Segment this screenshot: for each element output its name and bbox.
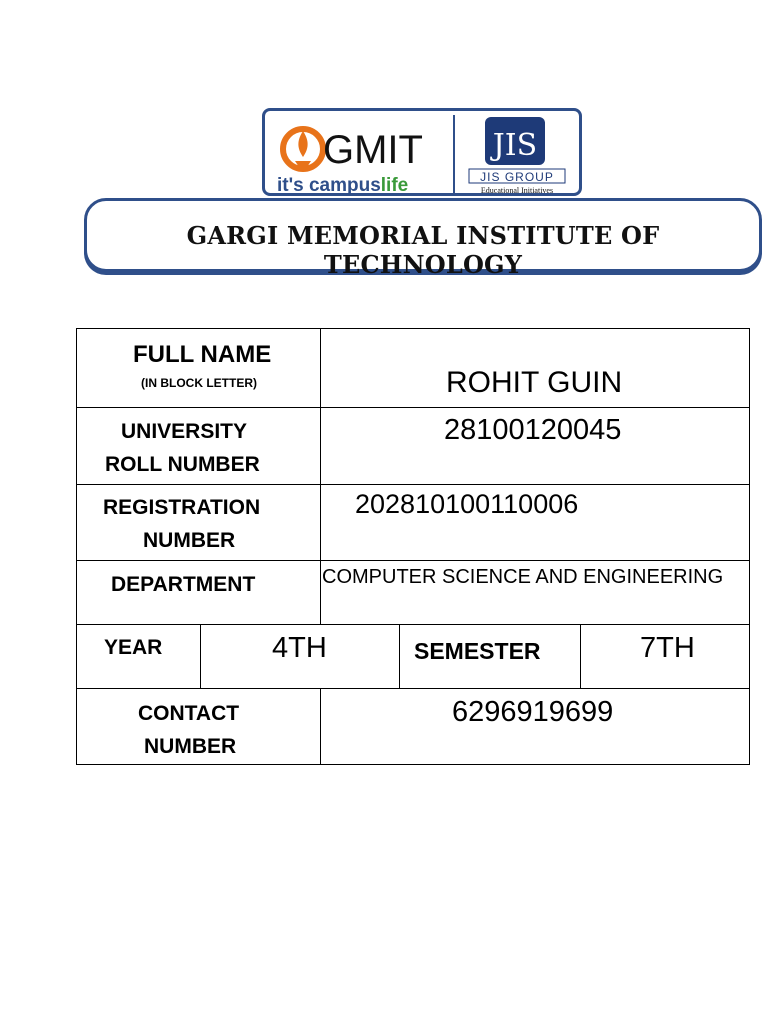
- table-border-top: [76, 328, 750, 329]
- contact-label-line2: NUMBER: [144, 735, 237, 758]
- year-value: 4TH: [272, 632, 327, 664]
- column-divider: [320, 688, 321, 765]
- row-divider: [76, 484, 750, 485]
- full-name-hint: (IN BLOCK LETTER): [141, 376, 257, 390]
- row-divider: [76, 688, 750, 689]
- column-divider: [399, 624, 400, 689]
- jis-sub-text: Educational Initiatives: [480, 186, 554, 195]
- dept-value: COMPUTER SCIENCE AND ENGINEERING: [322, 566, 724, 588]
- jis-text: JIS: [492, 128, 538, 163]
- full-name-value: ROHIT GUIN: [446, 366, 623, 399]
- semester-value: 7TH: [640, 632, 695, 664]
- contact-label-line1: CONTACT: [138, 702, 240, 725]
- year-label: YEAR: [104, 636, 163, 659]
- roll-value: 28100120045: [444, 414, 622, 446]
- row-divider: [76, 560, 750, 561]
- gmit-text: GMIT: [323, 128, 423, 172]
- column-divider: [580, 624, 581, 689]
- row-divider: [76, 624, 750, 625]
- row-divider: [76, 407, 750, 408]
- institute-name: GARGI MEMORIAL INSTITUTE OF TECHNOLOGY: [186, 221, 660, 279]
- table-border-bottom: [76, 764, 750, 765]
- reg-label-line1: REGISTRATION: [103, 496, 261, 519]
- reg-label-line2: NUMBER: [143, 529, 236, 552]
- gmit-tagline: it's campuslife: [277, 175, 409, 195]
- column-divider: [320, 328, 321, 625]
- gmit-logo: [273, 117, 453, 195]
- table-border-right: [749, 328, 750, 765]
- jis-logo: [463, 115, 575, 195]
- semester-label: SEMESTER: [414, 638, 541, 664]
- roll-label-line1: UNIVERSITY: [121, 420, 248, 443]
- contact-value: 6296919699: [452, 696, 614, 728]
- institute-banner: [84, 198, 762, 279]
- full-name-label: FULL NAME: [133, 341, 272, 368]
- roll-label-line2: ROLL NUMBER: [105, 453, 260, 476]
- institute-logo: [262, 108, 582, 196]
- logo-divider: [453, 115, 455, 193]
- reg-value: 202810100110006: [355, 489, 579, 519]
- jis-group-text: JIS GROUP: [480, 170, 554, 184]
- column-divider: [200, 624, 201, 689]
- table-border-left: [76, 328, 77, 765]
- dept-label: DEPARTMENT: [111, 573, 256, 596]
